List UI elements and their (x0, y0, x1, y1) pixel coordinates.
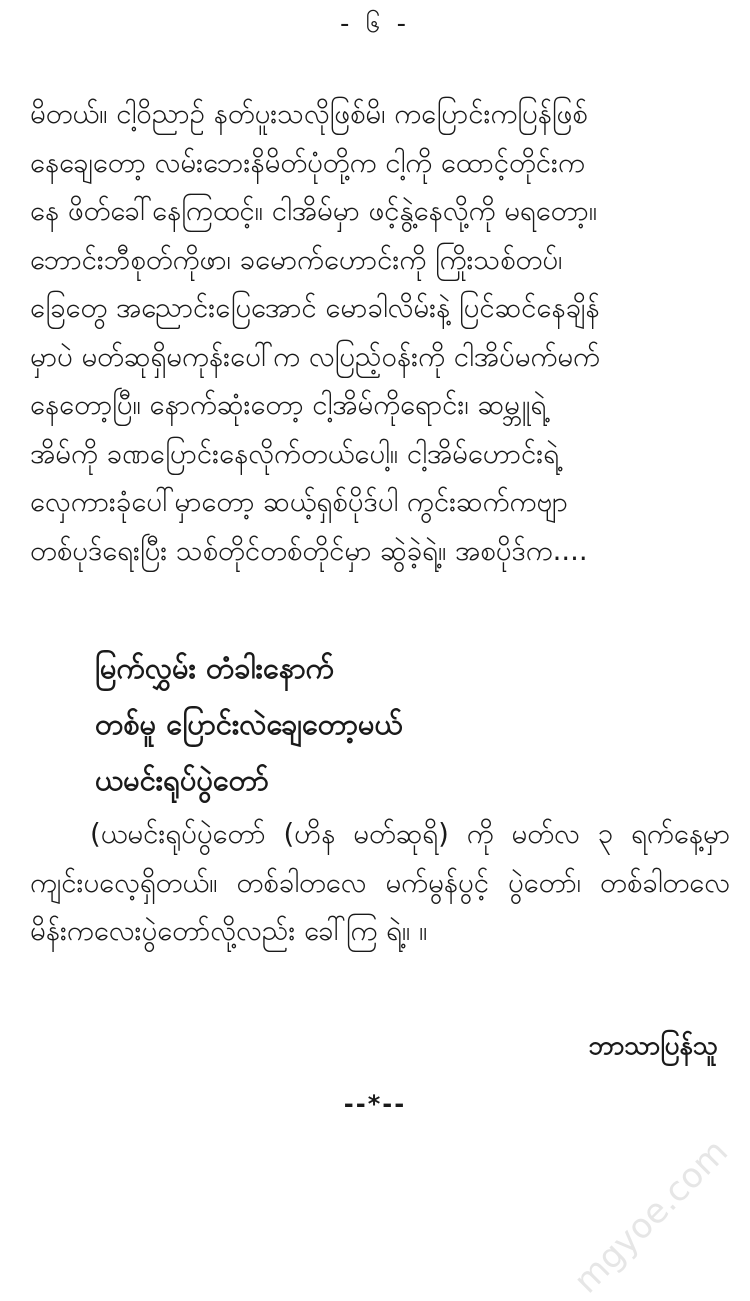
translator-signature: ဘာသာပြန်သူ (588, 1031, 718, 1061)
body-line: တစ်ပုဒ်ရေးပြီး သစ်တိုင်တစ်တိုင်မှာ ဆွဲခဲ့ရဲ့။ အစပိုဒ်က.... (30, 534, 588, 567)
poem-verse (95, 640, 715, 808)
explanatory-note (30, 810, 730, 956)
body-line: နေ ဖိတ်ခေါ်နေကြထင့်။ ငါအိမ်မှာ ဖင့်နွဲ့နေလို့ကို မရတော့။ (30, 195, 598, 227)
end-mark: --*-- (343, 1090, 407, 1118)
body-line: နေတော့ပြီ။ နောက်ဆုံးတော့ ငါ့အိမ်ကိုရောင်း၊ ဆမ္ဘူရဲ့ (30, 389, 547, 421)
poem-line: ယမင်းရုပ်ပွဲတော် (95, 763, 269, 797)
note-line: ပွဲတော်၊ တစ်ခါတလေ မိန်းကလေးပွဲတော်လို့လည်း ခေါ်ကြ (30, 866, 730, 947)
note-line: (ယမင်းရုပ်ပွဲတော် (ဟိန မတ်ဆုရိ) ကို မတ်လ ၃ (90, 818, 614, 850)
body-line: ခြေတွေ အညောင်းပြေအောင် မောခါလိမ်းနဲ့ ပြင်ဆင်နေချိန် (30, 292, 600, 324)
note-line: ရဲ့။ ။ (386, 915, 428, 947)
body-text (30, 90, 730, 575)
watermark: mgyoe.com (566, 1131, 736, 1301)
body-line: နေချေတော့ လမ်းဘေးနိမိတ်ပုံတို့က ငါ့ကို ထောင့်တိုင်းက (30, 146, 585, 179)
body-line: မှာပဲ မတ်ဆုရှိမကုန်းပေါ်က လပြည့်ဝန်းကို ငါအိပ်မက်မက် (30, 340, 600, 373)
body-line: ဘောင်းဘီစုတ်ကိုဖာ၊ ခမောက်ဟောင်းကို ကြိုးသစ်တပ်၊ (30, 243, 563, 276)
poem-line: မြက်လွှမ်း တံခါးနောက် (95, 651, 335, 685)
body-line: အိမ်ကို ခဏပြောင်းနေလိုက်တယ်ပေါ့။ ငါ့အိမ်ဟောင်းရဲ့ (30, 437, 559, 470)
body-line: လှေကားခုံပေါ်မှာတော့ ဆယ့်ရှစ်ပိုဒ်ပါ ကွင်းဆက်ကဗျာ (30, 486, 568, 518)
note-line: ရက်နေ့မှာ ကျင်းပလေ့ရှိတယ်။ တစ်ခါတလေ မက်မွန်ပွင့် (30, 818, 731, 899)
body-line: မိတယ်။ ငါ့ဝိညာဉ် နတ်ပူးသလိုဖြစ်မိ၊ ကပြောင်းကပြန်ဖြစ် (30, 98, 588, 130)
page-number: - ၆ - (340, 9, 410, 39)
poem-line: တစ်မူ ပြောင်းလဲချေတော့မယ် (95, 707, 403, 741)
